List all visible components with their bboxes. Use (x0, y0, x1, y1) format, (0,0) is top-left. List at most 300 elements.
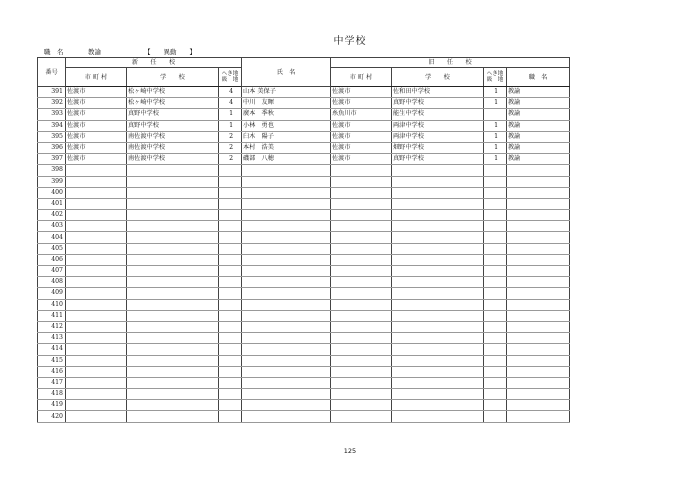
row-number: 419 (38, 400, 66, 411)
new-remote-grade-cell (219, 221, 242, 232)
old-remote-grade-cell (484, 187, 507, 198)
old-school-cell: 佐和田中学校 (392, 87, 484, 98)
new-city-cell (66, 366, 127, 377)
old-city-cell (331, 187, 392, 198)
old-city-cell: 佐渡市 (331, 142, 392, 153)
new-remote-grade-cell (219, 277, 242, 288)
new-school-cell (127, 165, 219, 176)
old-school-cell (392, 344, 484, 355)
new-remote-grade-cell (219, 344, 242, 355)
row-number: 396 (38, 142, 66, 153)
old-school-cell (392, 232, 484, 243)
new-school-cell (127, 232, 219, 243)
job-cell: 教諭 (507, 120, 570, 131)
job-cell (507, 321, 570, 332)
old-school-cell (392, 176, 484, 187)
row-number: 401 (38, 198, 66, 209)
new-remote-grade-cell: 4 (219, 87, 242, 98)
table-row (38, 154, 570, 165)
person-name-cell (242, 198, 331, 209)
header-new-city: 市 町 村 (66, 68, 127, 87)
table-row (38, 366, 570, 377)
old-city-cell: 佐渡市 (331, 87, 392, 98)
old-school-cell (392, 377, 484, 388)
old-city-cell: 佐渡市 (331, 98, 392, 109)
old-city-cell: 糸魚川市 (331, 109, 392, 120)
new-remote-grade-cell (219, 366, 242, 377)
person-name-cell (242, 243, 331, 254)
new-city-cell (66, 254, 127, 265)
person-name-cell (242, 210, 331, 221)
person-name-cell (242, 165, 331, 176)
new-city-cell: 佐渡市 (66, 142, 127, 153)
new-school-cell (127, 243, 219, 254)
old-school-cell: 両津中学校 (392, 131, 484, 142)
row-number: 412 (38, 321, 66, 332)
old-city-cell (331, 277, 392, 288)
old-school-cell (392, 299, 484, 310)
old-city-cell (331, 232, 392, 243)
new-school-cell (127, 266, 219, 277)
old-school-cell (392, 221, 484, 232)
table-row (38, 131, 570, 142)
row-number: 409 (38, 288, 66, 299)
new-remote-grade-cell: 2 (219, 154, 242, 165)
job-cell (507, 277, 570, 288)
table-row (38, 165, 570, 176)
person-name-cell (242, 400, 331, 411)
person-name-cell (242, 254, 331, 265)
job-cell (507, 187, 570, 198)
job-cell: 教諭 (507, 87, 570, 98)
old-city-cell (331, 254, 392, 265)
old-remote-grade-cell (484, 277, 507, 288)
table-row (38, 299, 570, 310)
old-school-cell (392, 277, 484, 288)
old-remote-grade-cell (484, 198, 507, 209)
job-cell (507, 411, 570, 422)
personnel-table (37, 57, 570, 423)
job-cell (507, 377, 570, 388)
old-city-cell (331, 288, 392, 299)
old-city-cell (331, 221, 392, 232)
new-school-cell (127, 355, 219, 366)
header-job: 職 名 (507, 68, 570, 87)
old-school-cell: 両津中学校 (392, 120, 484, 131)
old-remote-grade-cell (484, 344, 507, 355)
row-number: 398 (38, 165, 66, 176)
old-remote-grade-cell (484, 333, 507, 344)
job-label: 職 名 (44, 48, 64, 56)
old-school-cell: 真野中学校 (392, 154, 484, 165)
row-number: 420 (38, 411, 66, 422)
new-city-cell (66, 266, 127, 277)
new-city-cell (66, 344, 127, 355)
old-school-cell (392, 254, 484, 265)
new-remote-grade-cell (219, 389, 242, 400)
table-row (38, 333, 570, 344)
new-school-cell (127, 198, 219, 209)
header-remote-line1: へき地 (221, 70, 239, 77)
job-cell (507, 355, 570, 366)
new-city-cell: 佐渡市 (66, 98, 127, 109)
table-row (38, 344, 570, 355)
new-remote-grade-cell (219, 377, 242, 388)
new-school-cell (127, 377, 219, 388)
job-cell: 教諭 (507, 154, 570, 165)
old-remote-grade-cell (484, 288, 507, 299)
job-cell (507, 243, 570, 254)
job-cell: 教諭 (507, 142, 570, 153)
old-remote-grade-cell (484, 176, 507, 187)
table-row (38, 221, 570, 232)
person-name-cell (242, 366, 331, 377)
old-city-cell (331, 210, 392, 221)
old-city-cell (331, 299, 392, 310)
old-school-cell: 真野中学校 (392, 98, 484, 109)
table-row (38, 310, 570, 321)
old-school-cell (392, 333, 484, 344)
new-city-cell (66, 400, 127, 411)
new-city-cell (66, 299, 127, 310)
table-row (38, 120, 570, 131)
table-row (38, 321, 570, 332)
old-school-cell (392, 210, 484, 221)
old-remote-grade-cell (484, 254, 507, 265)
new-remote-grade-cell (219, 254, 242, 265)
old-school-cell (392, 198, 484, 209)
row-number: 405 (38, 243, 66, 254)
old-city-cell (331, 411, 392, 422)
row-number: 418 (38, 389, 66, 400)
old-school-cell (392, 389, 484, 400)
new-city-cell (66, 288, 127, 299)
header-old-school: 旧 任 校 (331, 58, 570, 68)
header-old-school-name: 学 校 (392, 68, 484, 87)
table-row (38, 232, 570, 243)
header-name: 氏 名 (242, 58, 331, 87)
job-cell (507, 232, 570, 243)
new-city-cell (66, 355, 127, 366)
old-remote-grade-cell (484, 232, 507, 243)
person-name-cell: 中川 友暉 (242, 98, 331, 109)
table-row (38, 355, 570, 366)
job-cell (507, 333, 570, 344)
old-city-cell (331, 355, 392, 366)
person-name-cell (242, 377, 331, 388)
new-city-cell (66, 165, 127, 176)
new-remote-grade-cell: 1 (219, 109, 242, 120)
new-school-cell (127, 344, 219, 355)
job-cell (507, 389, 570, 400)
job-cell (507, 344, 570, 355)
old-school-cell (392, 187, 484, 198)
new-school-cell: 真野中学校 (127, 109, 219, 120)
old-city-cell (331, 165, 392, 176)
person-name-cell: 磯部 八穂 (242, 154, 331, 165)
table-row (38, 411, 570, 422)
old-remote-grade-cell (484, 165, 507, 176)
new-city-cell (66, 210, 127, 221)
row-number: 414 (38, 344, 66, 355)
person-name-cell (242, 232, 331, 243)
table-row (38, 176, 570, 187)
old-school-cell (392, 366, 484, 377)
old-remote-grade-cell (484, 310, 507, 321)
old-school-cell (392, 266, 484, 277)
new-remote-grade-cell (219, 243, 242, 254)
new-school-cell (127, 310, 219, 321)
table-row (38, 266, 570, 277)
old-remote-grade-cell: 1 (484, 87, 507, 98)
new-city-cell (66, 321, 127, 332)
new-city-cell (66, 310, 127, 321)
new-city-cell (66, 221, 127, 232)
old-city-cell (331, 310, 392, 321)
new-school-cell: 松ヶ崎中学校 (127, 98, 219, 109)
person-name-cell (242, 288, 331, 299)
old-remote-grade-cell (484, 221, 507, 232)
header-new-school: 新 任 校 (66, 58, 242, 68)
person-name-cell: 本村 浩美 (242, 142, 331, 153)
old-city-cell (331, 321, 392, 332)
old-remote-grade-cell (484, 299, 507, 310)
old-city-cell: 佐渡市 (331, 120, 392, 131)
new-remote-grade-cell (219, 321, 242, 332)
person-name-cell (242, 333, 331, 344)
old-remote-grade-cell (484, 377, 507, 388)
old-city-cell (331, 198, 392, 209)
new-school-cell: 真野中学校 (127, 120, 219, 131)
row-number: 393 (38, 109, 66, 120)
new-school-cell (127, 176, 219, 187)
old-city-cell (331, 400, 392, 411)
table-row (38, 389, 570, 400)
old-remote-grade-cell (484, 109, 507, 120)
table-row (38, 187, 570, 198)
table-row (38, 400, 570, 411)
new-school-cell: 松ヶ崎中学校 (127, 87, 219, 98)
new-city-cell (66, 232, 127, 243)
new-school-cell (127, 411, 219, 422)
new-school-cell (127, 221, 219, 232)
table-row (38, 87, 570, 98)
new-school-cell: 南佐渡中学校 (127, 142, 219, 153)
row-number: 416 (38, 366, 66, 377)
new-remote-grade-cell (219, 333, 242, 344)
new-school-cell (127, 366, 219, 377)
row-number: 407 (38, 266, 66, 277)
job-cell (507, 366, 570, 377)
row-number: 413 (38, 333, 66, 344)
old-city-cell (331, 333, 392, 344)
person-name-cell (242, 389, 331, 400)
job-cell: 教諭 (507, 109, 570, 120)
table-row (38, 142, 570, 153)
new-school-cell (127, 299, 219, 310)
header-remote-line2: 級 地 (221, 77, 239, 83)
new-school-cell (127, 400, 219, 411)
old-remote-grade-cell (484, 355, 507, 366)
new-school-cell (127, 277, 219, 288)
new-school-cell (127, 321, 219, 332)
new-city-cell (66, 411, 127, 422)
new-remote-grade-cell (219, 187, 242, 198)
header-remote-line1: へき地 (486, 70, 504, 77)
page-number: 125 (343, 447, 357, 455)
person-name-cell (242, 266, 331, 277)
old-school-cell (392, 243, 484, 254)
old-remote-grade-cell (484, 389, 507, 400)
row-number: 392 (38, 98, 66, 109)
person-name-cell (242, 221, 331, 232)
job-cell (507, 165, 570, 176)
new-remote-grade-cell (219, 288, 242, 299)
new-city-cell (66, 377, 127, 388)
job-cell (507, 266, 570, 277)
person-name-cell (242, 310, 331, 321)
job-cell (507, 400, 570, 411)
job-cell (507, 254, 570, 265)
table-row (38, 198, 570, 209)
row-number: 408 (38, 277, 66, 288)
person-name-cell (242, 411, 331, 422)
new-school-cell (127, 187, 219, 198)
row-number: 391 (38, 87, 66, 98)
new-school-cell (127, 389, 219, 400)
row-number: 411 (38, 310, 66, 321)
old-city-cell (331, 377, 392, 388)
header-new-school-name: 学 校 (127, 68, 219, 87)
job-value: 教諭 (88, 48, 101, 56)
old-remote-grade-cell: 1 (484, 131, 507, 142)
new-remote-grade-cell: 2 (219, 142, 242, 153)
new-city-cell (66, 176, 127, 187)
new-school-cell (127, 210, 219, 221)
table-body (38, 87, 570, 423)
old-remote-grade-cell: 1 (484, 154, 507, 165)
new-city-cell (66, 389, 127, 400)
page-title: 中学校 (333, 36, 367, 47)
new-city-cell (66, 277, 127, 288)
new-school-cell (127, 254, 219, 265)
old-remote-grade-cell (484, 266, 507, 277)
old-school-cell (392, 355, 484, 366)
table-row (38, 210, 570, 221)
new-remote-grade-cell (219, 210, 242, 221)
table-row (38, 109, 570, 120)
new-city-cell: 佐渡市 (66, 131, 127, 142)
new-school-cell: 南佐渡中学校 (127, 131, 219, 142)
old-school-cell (392, 411, 484, 422)
old-city-cell (331, 243, 392, 254)
person-name-cell (242, 277, 331, 288)
old-school-cell: 能生中学校 (392, 109, 484, 120)
header-old-remote-grade (484, 68, 507, 87)
table-row (38, 254, 570, 265)
new-remote-grade-cell (219, 411, 242, 422)
old-school-cell (392, 400, 484, 411)
person-name-cell: 臼木 陽子 (242, 131, 331, 142)
job-cell (507, 310, 570, 321)
row-number: 399 (38, 176, 66, 187)
old-remote-grade-cell (484, 400, 507, 411)
new-city-cell: 佐渡市 (66, 87, 127, 98)
old-remote-grade-cell: 1 (484, 142, 507, 153)
old-city-cell (331, 389, 392, 400)
header-number: 番号 (38, 58, 66, 87)
old-city-cell (331, 344, 392, 355)
new-remote-grade-cell (219, 232, 242, 243)
job-cell (507, 221, 570, 232)
new-city-cell: 佐渡市 (66, 120, 127, 131)
job-cell (507, 288, 570, 299)
new-school-cell (127, 333, 219, 344)
new-city-cell (66, 198, 127, 209)
old-remote-grade-cell (484, 366, 507, 377)
old-remote-grade-cell: 1 (484, 120, 507, 131)
table-row (38, 377, 570, 388)
person-name-cell (242, 187, 331, 198)
header-remote-line2: 級 地 (486, 77, 504, 83)
table-header (38, 58, 570, 87)
new-city-cell: 佐渡市 (66, 109, 127, 120)
new-city-cell (66, 243, 127, 254)
header-new-remote-grade (219, 68, 242, 87)
new-city-cell: 佐渡市 (66, 154, 127, 165)
row-number: 404 (38, 232, 66, 243)
old-remote-grade-cell (484, 210, 507, 221)
new-remote-grade-cell: 4 (219, 98, 242, 109)
person-name-cell: 廣本 季秋 (242, 109, 331, 120)
old-school-cell (392, 165, 484, 176)
person-name-cell (242, 176, 331, 187)
person-name-cell (242, 344, 331, 355)
new-remote-grade-cell (219, 176, 242, 187)
person-name-cell (242, 321, 331, 332)
job-cell (507, 210, 570, 221)
job-cell: 教諭 (507, 98, 570, 109)
old-school-cell (392, 321, 484, 332)
row-number: 406 (38, 254, 66, 265)
person-name-cell: 小林 勇也 (242, 120, 331, 131)
table-row (38, 288, 570, 299)
row-number: 395 (38, 131, 66, 142)
row-number: 403 (38, 221, 66, 232)
row-number: 402 (38, 210, 66, 221)
person-name-cell (242, 355, 331, 366)
header-old-city: 市 町 村 (331, 68, 392, 87)
old-remote-grade-cell (484, 411, 507, 422)
new-school-cell: 南佐渡中学校 (127, 154, 219, 165)
old-remote-grade-cell (484, 321, 507, 332)
new-city-cell (66, 187, 127, 198)
old-city-cell (331, 176, 392, 187)
old-school-cell (392, 288, 484, 299)
table-row (38, 98, 570, 109)
new-remote-grade-cell: 1 (219, 120, 242, 131)
old-city-cell: 佐渡市 (331, 154, 392, 165)
new-remote-grade-cell (219, 310, 242, 321)
person-name-cell (242, 299, 331, 310)
new-school-cell (127, 288, 219, 299)
job-cell (507, 198, 570, 209)
old-city-cell: 佐渡市 (331, 131, 392, 142)
row-number: 410 (38, 299, 66, 310)
old-city-cell (331, 366, 392, 377)
new-remote-grade-cell (219, 266, 242, 277)
old-remote-grade-cell: 1 (484, 98, 507, 109)
